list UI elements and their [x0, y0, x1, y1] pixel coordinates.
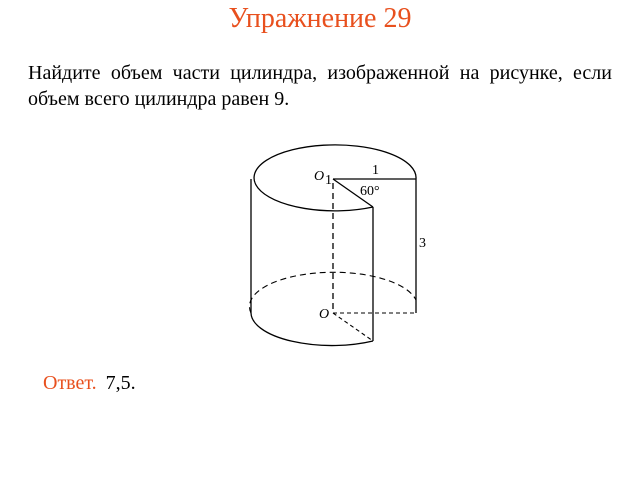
- bottom-ellipse-front: [251, 313, 373, 346]
- exercise-title: Упражнение 29: [228, 3, 412, 34]
- answer-label: Ответ.: [43, 372, 97, 394]
- answer-line: [43, 370, 136, 396]
- answer-value: 7,5.: [105, 372, 136, 394]
- bottom-radius-cut: [333, 313, 373, 341]
- problem-statement: Найдите объем части цилиндра, изображенной на рисунке, если объем всего цилиндра равен 9.: [28, 62, 612, 110]
- label-angle: 60°: [360, 184, 380, 199]
- label-height: 3: [419, 236, 426, 251]
- label-o1: O: [314, 169, 325, 184]
- label-radius: 1: [372, 163, 379, 178]
- label-o1-subscript: 1: [325, 173, 332, 188]
- cylinder-figure: [236, 140, 446, 360]
- label-o: O: [319, 307, 330, 322]
- top-ellipse-arc: [254, 145, 416, 211]
